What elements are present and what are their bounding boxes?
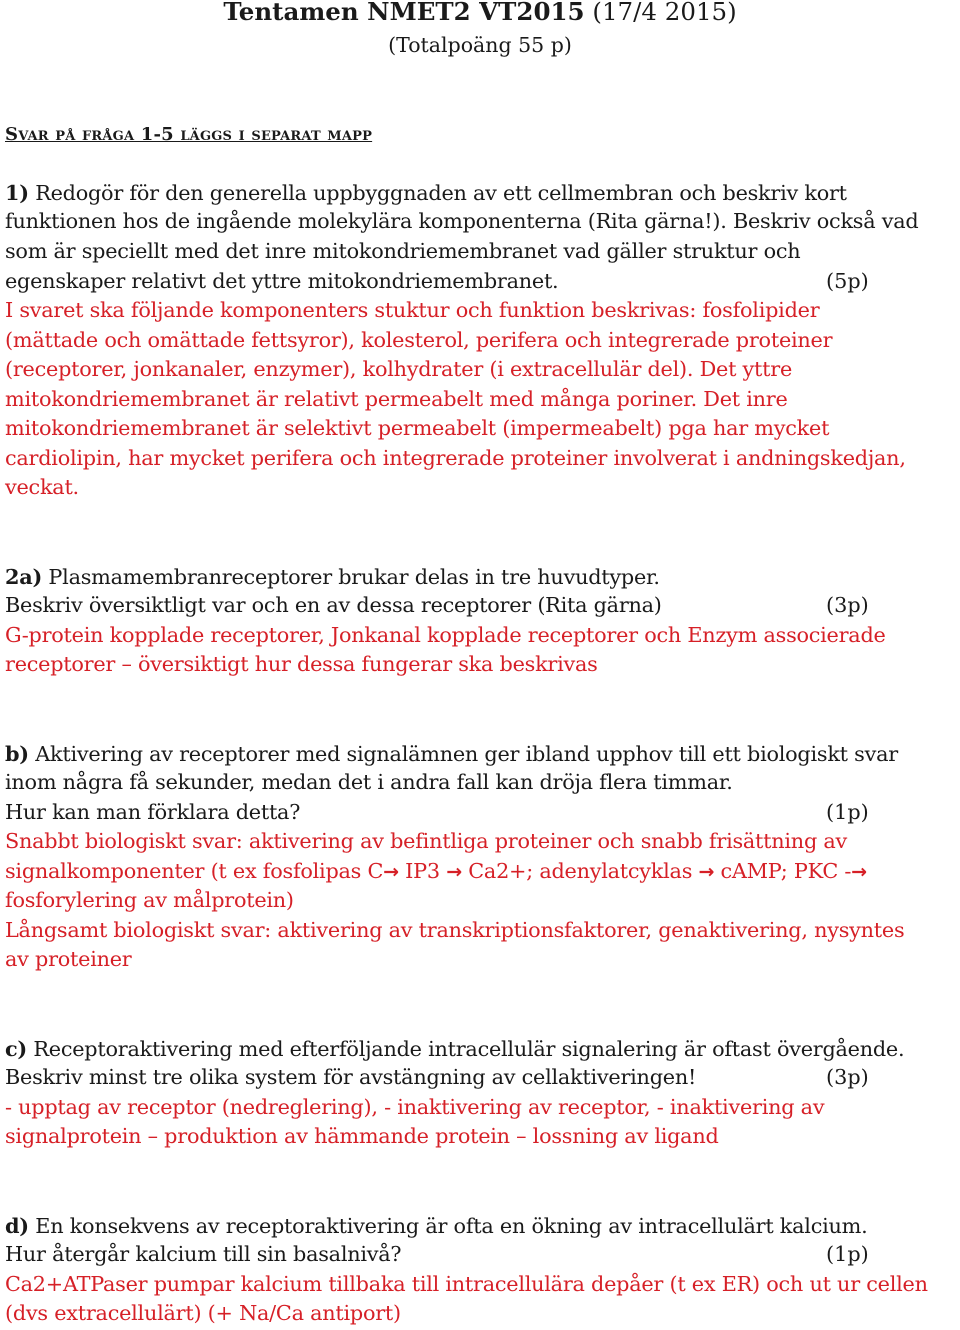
q2a-answer-1: G-protein kopplade receptorer, Jonkanal kopplade receptorer och Enzym associerade — [5, 623, 886, 647]
q2b-answer-2-part-4: cAMP; PKC - — [714, 859, 852, 883]
q2c-text-1: Receptoraktivering med efterföljande intracellulär signalering är oftast övergående. — [33, 1037, 905, 1061]
section-heading: Svar på fråga 1-5 läggs i separat mapp — [5, 124, 373, 145]
q1-text-1: Redogör för den generella uppbyggnaden av ett cellmembran och beskriv kort — [35, 181, 847, 205]
q2b-answer-2-part-3: Ca2+; adenylatcyklas — [461, 859, 699, 883]
arrow-right-icon: → — [446, 861, 462, 883]
q2b-line-2: inom några få sekunder, medan det i andra fall kan dröja flera timmar. — [5, 770, 733, 794]
q1-answer-4: mitokondriemembranet är relativt permeabelt med många poriner. Det inre — [5, 387, 788, 411]
q2b-answer-4: Långsamt biologiskt svar: aktivering av transkriptionsfaktorer, genaktivering, nysyntes — [5, 918, 905, 942]
q2c-line-2: Beskriv minst tre olika system för avstängning av cellaktiveringen! — [5, 1065, 697, 1089]
arrow-right-icon: → — [851, 861, 867, 883]
q2b-answer-2-part-1: signalkomponenter (t ex fosfolipas C — [5, 859, 384, 883]
q1-answer-2: (mättade och omättade fettsyror), kolesterol, perifera och integrerade proteiner — [5, 328, 833, 352]
exam-date: (17/4 2015) — [592, 0, 737, 26]
q1-number: 1) — [5, 180, 29, 205]
q2a-points: (3p) — [826, 593, 869, 617]
q2b-points: (1p) — [826, 800, 869, 824]
exam-name: Tentamen NMET2 VT2015 — [223, 0, 585, 26]
q2a-answer-2: receptorer – översiktigt hur dessa fungerar ska beskrivas — [5, 652, 598, 676]
q2b-number: b) — [5, 741, 29, 766]
q2b-answer-2-part-2: IP3 — [398, 859, 447, 883]
q1-answer-5: mitokondriemembranet är selektivt permeabelt (impermeabelt) pga har mycket — [5, 416, 830, 440]
q2c-points: (3p) — [826, 1065, 869, 1089]
q2d-number: d) — [5, 1213, 29, 1238]
q2d-answer-2: (dvs extracellulärt) (+ Na/Ca antiport) — [5, 1301, 401, 1325]
q2a-line-2: Beskriv översiktligt var och en av dessa receptorer (Rita gärna) — [5, 593, 662, 617]
q2c-line-1 — [5, 1034, 904, 1065]
q1-answer-7: veckat. — [5, 475, 79, 499]
q2a-line-1 — [5, 562, 660, 593]
q2b-answer-5: av proteiner — [5, 947, 132, 971]
q1-line-2: funktionen hos de ingående molekylära komponenterna (Rita gärna!). Beskriv också vad — [5, 209, 919, 233]
q1-line-3: som är speciellt med det inre mitokondriemembranet vad gäller struktur och — [5, 239, 801, 263]
q1-line-4: egenskaper relativt det yttre mitokondriemembranet. — [5, 269, 559, 293]
q1-line-1 — [5, 178, 847, 209]
q2c-number: c) — [5, 1036, 28, 1061]
q1-answer-6: cardiolipin, har mycket perifera och integrerade proteiner involverat i andningskedjan, — [5, 446, 906, 470]
q2d-points: (1p) — [826, 1242, 869, 1266]
total-points: (Totalpoäng 55 p) — [388, 33, 572, 57]
q2d-line-1 — [5, 1211, 867, 1242]
q2b-line-1 — [5, 739, 898, 770]
q2c-answer-1: - upptag av receptor (nedreglering), - inaktivering av receptor, - inaktivering av — [5, 1095, 825, 1119]
q2c-answer-2: signalprotein – produktion av hämmande protein – lossning av ligand — [5, 1124, 719, 1148]
q2d-answer-1: Ca2+ATPaser pumpar kalcium tillbaka till intracellulära depåer (t ex ER) och ut ur cellen — [5, 1272, 928, 1296]
q2a-text-1: Plasmamembranreceptorer brukar delas in tre huvudtyper. — [48, 565, 660, 589]
q2b-text-1: Aktivering av receptorer med signalämnen ger ibland upphov till ett biologiskt svar — [35, 742, 898, 766]
q2b-line-3: Hur kan man förklara detta? — [5, 800, 301, 824]
q2a-number: 2a) — [5, 564, 43, 589]
q1-answer-1: I svaret ska följande komponenters stuktur och funktion beskrivas: fosfolipider — [5, 298, 820, 322]
exam-title — [0, 0, 960, 28]
arrow-right-icon: → — [698, 861, 715, 883]
q2d-line-2: Hur återgår kalcium till sin basalnivå? — [5, 1242, 402, 1266]
q2b-answer-2 — [5, 857, 867, 888]
q2b-answer-3: fosforylering av målprotein) — [5, 888, 294, 912]
arrow-right-icon: → — [383, 861, 399, 883]
q2b-answer-1: Snabbt biologiskt svar: aktivering av befintliga proteiner och snabb frisättning av — [5, 829, 848, 853]
q2d-text-1: En konsekvens av receptoraktivering är ofta en ökning av intracellulärt kalcium. — [35, 1214, 868, 1238]
q1-points: (5p) — [826, 269, 869, 293]
q1-answer-3: (receptorer, jonkanaler, enzymer), kolhydrater (i extracellulär del). Det yttre — [5, 357, 793, 381]
